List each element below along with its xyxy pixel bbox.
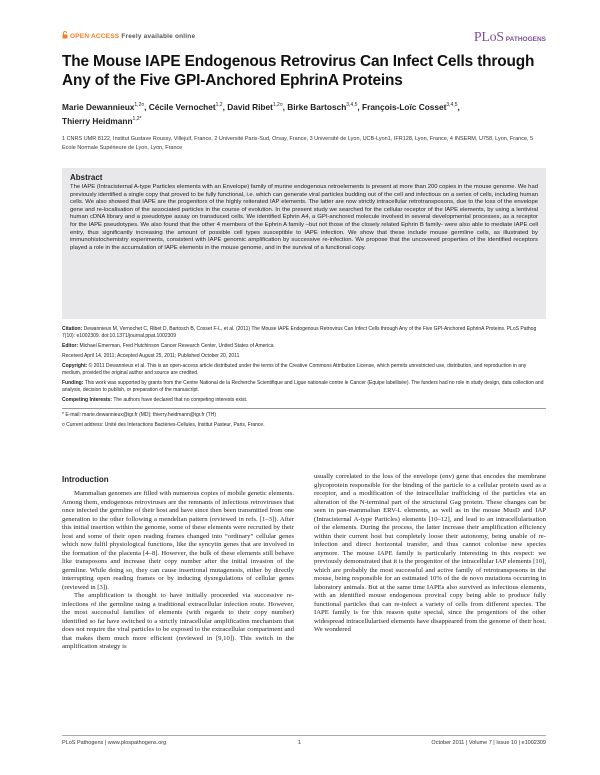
current-address: ¤ Current address: Unité des Interactions Bactéries-Cellules, Institut Pasteur, Paris, France. <box>62 422 265 428</box>
body-column-left <box>62 490 294 652</box>
author: Marie Dewannieux$^{1,2¤}$, <box>62 101 149 112</box>
page-number: 1 <box>298 740 302 746</box>
page-footer <box>62 735 546 747</box>
journal-logo <box>474 28 546 46</box>
author: Birke Bartosch$^{3,4,5}$, <box>287 101 363 112</box>
author: Cécile Vernochet$^{1,2}$, <box>148 101 228 112</box>
open-access-label: OPEN ACCESS <box>70 33 120 40</box>
paragraph: usually correlated to the loss of the envelope (env) gene that encodes the membrane glycoprotein responsible for the binding of the particle to a cellular protein used as a receptor, and a modification of the intracellular trafficking of the particles via an alteration of the N-terminal part of the structural Gag protein. These changes can be seen in pan-mammalian ERV-L elements, as well as in the mouse MusD and IAP (Intracisternal A-type Particles) elements [10–12], and lead to an intracellularisation of the elements. During the process, the latter increase their amplification efficiency within their current host but completely loose their autonomy, being unable of re-infection and direct horizontal transfer, and thus cannot colonise new species anymore. The mouse IAPE family is particularly interesting in this respect: we previously demonstrated that it is the progenitor of the intracellular IAP elements [10], which are probably the most successful and active family of retrotransposons in the mouse, being responsible for an estimated 10% of the de novo mutations occurring in laboratory animals. But at the same time IAPEs also survived as infectious elements, with an identified mouse endogenous proviral copy being able to produce fully functional particles that can re-infect a variety of cells from different species. The IAPE family is for this reason quite special, since the progenitors of the other widespread intracellularised elements have disappeared from the genome of their host. We wondered <box>314 473 546 633</box>
pathogens-wordmark: PATHOGENS <box>505 36 546 43</box>
abstract-text: The IAPE (Intracisternal A-type Particles elements with an Envelope) family of murine endogenous retroelements is present at more than 200 copies in the mouse genome. We had previously identified a single copy that proved to be fully functional, i.e. which can generate viral particles budding out of the cell and infectious on a series of cells, including human cells. We also showed that IAPE are the progenitors of the highly reiterated IAP elements. The latter are now strictly intracellular retrotransposons, due to the loss of the envelope gene and re-localisation of the associated particles in the course of evolution. In the present study we searched for the cellular receptor of the IAPE elements, by using a lentiviral human cDNA library and a pseudotype assay on transduced cells. We identified Ephrin A4, a GPI-anchored molecule involved in several developmental processes, as a receptor for the IAPE pseudotypes. We also found that the other 4 members of the Ephrin A family –but not those of the closely related Ephrin B family- were also able to mediate IAPE cell entry, thus significantly increasing the amount of possible cell types susceptible to IAPE infection. We show that these include mouse germline cells, as illustrated by immunohistochemistry experiments, consistent with IAPE genomic amplification by successive re-infection. We propose that the uncovered properties of the identified receptors played a role in the accumulation of IAPE elements in the mouse genome, and in the survival of a functional copy. <box>70 184 538 251</box>
email: * E-mail: marie.dewannieux@igr.fr (MD); thierry.heidmann@igr.fr (TH) <box>62 412 216 418</box>
abstract-box <box>62 168 546 319</box>
open-lock-icon <box>62 31 68 39</box>
divider <box>62 408 546 409</box>
freely-available-label: Freely available online <box>121 33 196 40</box>
citation: Citation: Dewannieux M, Vernochet C, Ribet D, Bartosch B, Cosset F-L, et al. (2011) The Mouse IAPE Endogenous Retrovirus Can Infect Cells through Any of the Five GPI-Anchored EphrinA Proteins. PLoS Pathog 7(10): e1002309. doi:10.1371/journal.ppat.1002309 <box>62 326 537 339</box>
competing-interests: Competing Interests: The authors have declared that no competing interests exist. <box>62 397 248 403</box>
abstract-heading: Abstract <box>70 173 103 182</box>
affiliations: 1 CNRS UMR 8122, Institut Gustave Roussy, Villejuif, France, 2 Université Paris-Sud, Orsay, France, 3 Université de Lyon, UCB-Lyon1, IFR128, Lyon, France, 4 INSERM, U758, Lyon, France, 5 Ecole Normale Supérieure de Lyon, Lyon, France <box>62 136 534 151</box>
author: David Ribet$^{1,2¤}$, <box>227 101 288 112</box>
author: François-Loïc Cosset$^{3,4,5}$, <box>362 101 460 112</box>
plos-wordmark: PLoS <box>473 30 504 45</box>
open-access-badge <box>62 31 195 40</box>
footer-journal: PLoS Pathogens | www.plospathogens.org <box>62 740 167 746</box>
article-metadata <box>62 326 546 432</box>
author-list <box>62 99 546 128</box>
dates: Received April 14, 2011; Accepted August 25, 2011; Published October 20, 2011 <box>62 353 240 359</box>
paragraph: The amplification is thought to have initially proceeded via successive re-infections of the germline using a traditional extracellular infection route. However, the most successful families of elements (with regards to their copy number) identified so far have switched to a strictly intracellular amplification mechanism that does not require the viral particles to be exposed to the extracellular compartment and that makes them much more efficient (reviewed in [9,10]). This switch in the amplification strategy is <box>62 592 294 650</box>
body-column-right <box>314 473 546 635</box>
article-title: The Mouse IAPE Endogenous Retrovirus Can Infect Cells through Any of the Five GPI-Anchored EphrinA Proteins <box>62 53 535 89</box>
author: Thierry Heidmann$^{1,2*}$ <box>62 116 142 127</box>
paragraph: Mammalian genomes are filled with numerous copies of mobile genetic elements. Among them, endogenous retroviruses are the remnants of infectious retroviruses that once infected the germline of their host and have since then been transmitted from one generation to the other following a mendelian pattern (reviewed in refs. [1–3]). After this initial insertion within the genome, some of these elements were recruited by their host and some of their open reading frames changed into “ordinary” cellular genes which now fulfil physiological functions, like the syncytin genes that are involved in the formation of the placenta [4–8]. However, the bulk of these elements still behave like transposons and increase their copy number after the initial invasion of the germline. While doing so, they can cause insertional mutagenesis, either by directly interrupting open reading frames or by inducing dysregulations of cellular genes (reviewed in [3]). <box>62 490 294 591</box>
journal-header <box>62 28 546 46</box>
footer-issue: October 2011 | Volume 7 | Issue 10 | e1002309 <box>431 740 546 746</box>
copyright: Copyright: © 2011 Dewannieux et al. This is an open-access article distributed under the terms of the Creative Commons Attribution License, which permits unrestricted use, distribution, and reproduction in any medium, provided the original author and source are credited. <box>62 363 527 376</box>
section-heading-introduction: Introduction <box>62 475 109 484</box>
editor: Editor: Michael Emerman, Fred Hutchinson Cancer Research Center, United States of America <box>62 343 274 349</box>
funding: Funding: This work was supported by grants from the Centre National de la Recherche Scientifique and Ligue nationale contre le Cancer (Equipe labellisée). The funders had no role in study design, data collection and analysis, decision to publish, or preparation of the manuscript. <box>62 380 544 393</box>
